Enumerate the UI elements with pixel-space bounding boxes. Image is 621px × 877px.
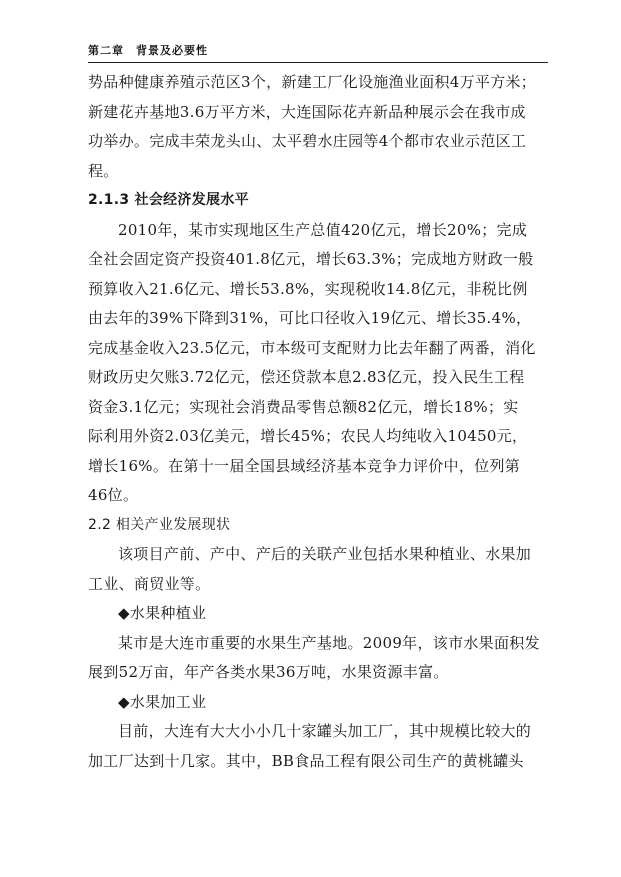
bullet-heading: ◆水果加工业 <box>118 692 207 711</box>
paragraph-line: 工业、商贸业等。 <box>88 574 211 593</box>
paragraph-line: 2010年，某市实现地区生产总值420亿元，增长20%；完成 <box>118 220 528 239</box>
paragraph-line: 目前，大连有大大小小几十家罐头加工厂，其中规模比较大的 <box>118 722 532 740</box>
paragraph-line: 程。 <box>88 161 119 180</box>
page-header <box>88 40 548 63</box>
paragraph-line: 新建花卉基地3.6万平方米，大连国际花卉新品种展示会在我市成 <box>88 102 526 121</box>
paragraph-line: 功举办。完成丰荣龙头山、太平碧水庄园等4个都市农业示范区工 <box>88 132 527 150</box>
paragraph-line: 46位。 <box>88 486 139 504</box>
paragraph-line: 完成基金收入23.5亿元，市本级可支配财力比去年翻了两番，消化 <box>88 338 536 357</box>
section-heading: 2.1.3 社会经济发展水平 <box>88 192 249 208</box>
bullet-heading: ◆水果种植业 <box>118 604 207 622</box>
paragraph-line: 由去年的39%下降到31%，可比口径收入19亿元、增长35.4%， <box>88 309 532 327</box>
paragraph-line: 资金3.1亿元；实现社会消费品零售总额82亿元，增长18%；实 <box>88 397 519 416</box>
paragraph-line: 势品种健康养殖示范区3个，新建工厂化设施渔业面积4万平方米； <box>88 73 537 91</box>
section-heading: 2.2 相关产业发展现状 <box>88 516 231 533</box>
paragraph-line: 增长16%。在第十一届全国县域经济基本竞争力评价中，位列第 <box>88 456 521 475</box>
paragraph-line: 财政历史欠账3.72亿元，偿还贷款本息2.83亿元，投入民生工程 <box>88 368 525 386</box>
paragraph-line: 际利用外资2.03亿美元，增长45%；农民人均纯收入10450元， <box>88 427 528 445</box>
page-body <box>88 68 550 776</box>
paragraph-line: 展到52万亩，年产各类水果36万吨，水果资源丰富。 <box>88 663 449 681</box>
chapter-title: 第二章 背景及必要性 <box>88 44 208 57</box>
paragraph-line: 加工厂达到十几家。其中，BB食品工程有限公司生产的黄桃罐头 <box>88 751 524 770</box>
paragraph-line: 全社会固定资产投资401.8亿元，增长63.3%；完成地方财政一般 <box>88 250 534 268</box>
paragraph-line: 该项目产前、产中、产后的关联产业包括水果种植业、水果加 <box>118 545 532 563</box>
paragraph-line: 某市是大连市重要的水果生产基地。2009年，该市水果面积发 <box>118 633 540 652</box>
paragraph-line: 预算收入21.6亿元、增长53.8%，实现税收14.8亿元，非税比例 <box>88 279 528 298</box>
